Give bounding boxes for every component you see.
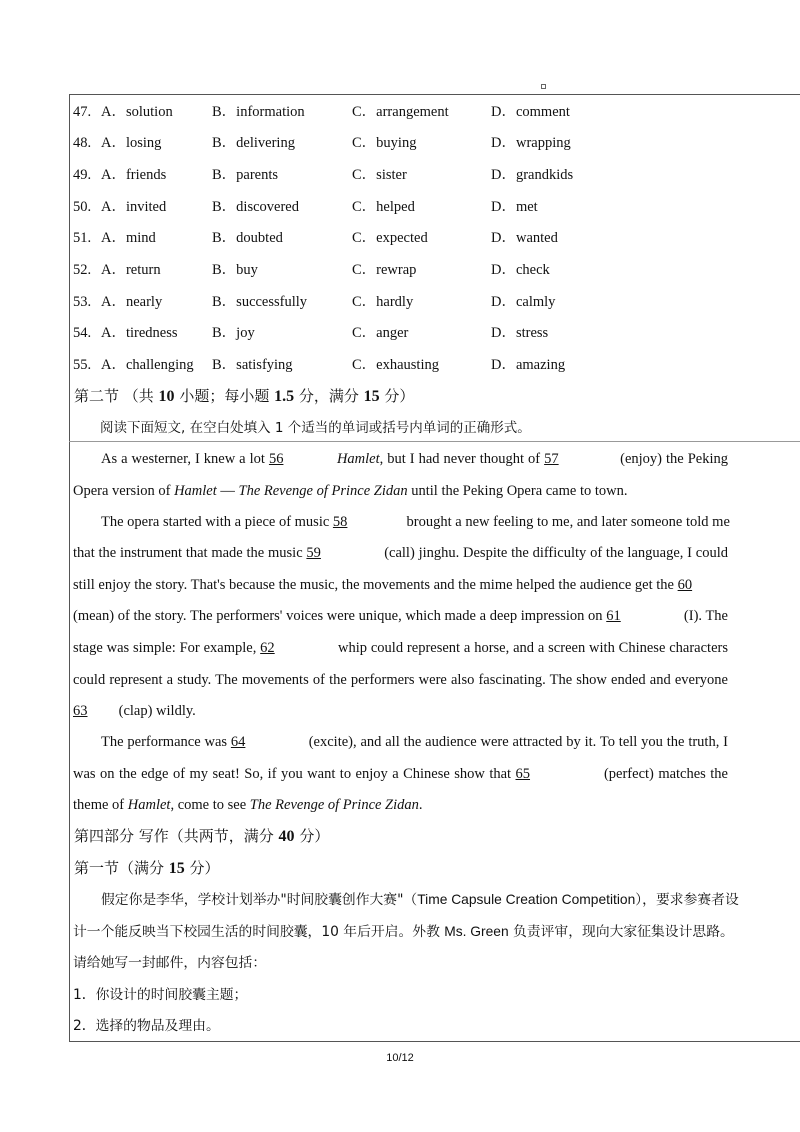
passage-line-4: that the instrument that made the music 59 (call) jinghu. Despite the difficulty of the language, I could [73,542,728,564]
passage-line-3: The opera started with a piece of music 58 brought a new feeling to me, and later someone told me [73,511,728,533]
option-a: A．mind [101,230,156,246]
option-d: D．met [491,199,538,215]
passage-line-12: theme of Hamlet, come to see The Revenge of Prince Zidan. [73,797,423,813]
option-c: C．helped [352,199,415,215]
question-number: 49. [73,167,92,183]
option-row [73,131,713,155]
option-row [73,100,713,124]
option-b: B．successfully [212,294,308,310]
option-a: A．challenging [101,357,194,373]
writing-item-1: 1．你设计的时间胶囊主题； [73,987,248,1003]
divider [69,441,800,442]
question-number: 51. [73,230,92,246]
option-b: B．information [212,104,305,120]
option-a: A．friends [101,167,167,183]
option-b: B．delivering [212,135,295,151]
passage-line-2: Opera version of Hamlet — The Revenge of Prince Zidan until the Peking Opera came to town. [73,483,628,499]
passage-line-10: The performance was 64 (excite), and all the audience were attracted by it. To tell you the truth, I [73,731,728,753]
section-two-header: 第二节 （共 10 小题；每小题 1.5 分，满分 15 分） [74,387,415,405]
option-row [73,321,713,345]
option-c: C．hardly [352,294,414,310]
option-c: C．expected [352,230,428,246]
blank-60: 60 [677,577,693,593]
passage-line-11: was on the edge of my seat! So, if you want to enjoy a Chinese show that 65 (perfect) matches the [73,763,728,785]
option-c: C．sister [352,167,407,183]
option-d: D．wrapping [491,135,571,151]
writing-prompt-line-1: 假定你是李华，学校计划举办"时间胶囊创作大赛"（Time Capsule Creation Competition），要求参赛者设 [101,892,739,908]
blank-58: 58 [332,514,348,530]
passage-line-7: stage was simple: For example, 62 whip could represent a horse, and a screen with Chinese characters [73,637,728,659]
question-number: 54. [73,325,92,341]
option-b: B．joy [212,325,255,341]
option-a: A．solution [101,104,173,120]
option-row [73,226,713,250]
question-number: 55. [73,357,92,373]
writing-prompt-line-3: 请给她写一封邮件，内容包括： [73,955,267,971]
blank-61: 61 [606,608,621,624]
option-a: A．nearly [101,294,163,310]
blank-59: 59 [306,545,321,561]
writing-item-2: 2．选择的物品及理由。 [73,1018,220,1034]
option-row [73,258,713,282]
option-c: C．anger [352,325,409,341]
instruction-text: 阅读下面短文, 在空白处填入 1 个适当的单词或括号内单词的正确形式。 [100,420,531,436]
blank-64: 64 [230,734,246,750]
option-row [73,353,713,377]
passage-line-5: still enjoy the story. That's because the music, the movements and the mime helped the audience get the 60 [73,574,728,596]
passage-line-1: As a westerner, I knew a lot 56 Hamlet, but I had never thought of 57 (enjoy) the Peking [73,448,728,470]
option-b: B．buy [212,262,258,278]
option-c: C．buying [352,135,417,151]
question-number: 50. [73,199,92,215]
option-c: C．exhausting [352,357,439,373]
option-b: B．parents [212,167,279,183]
question-number: 48. [73,135,92,151]
question-number: 52. [73,262,92,278]
option-b: B．discovered [212,199,299,215]
option-row [73,195,713,219]
option-d: D．comment [491,104,570,120]
option-d: D．check [491,262,550,278]
option-row [73,163,713,187]
option-c: C．rewrap [352,262,417,278]
option-d: D．grandkids [491,167,574,183]
small-square-mark [541,84,546,89]
question-number: 47. [73,104,92,120]
option-b: B．satisfying [212,357,293,373]
option-b: B．doubted [212,230,283,246]
blank-62: 62 [260,640,275,656]
blank-56: 56 [268,451,284,467]
option-d: D．wanted [491,230,558,246]
option-d: D．calmly [491,294,556,310]
writing-prompt-line-2: 计一个能反映当下校园生活的时间胶囊，10 年后开启。外教 Ms. Green 负责评审，现向大家征集设计思路。 [73,924,734,940]
blank-63: 63 [73,703,88,719]
passage-line-8: could represent a study. The movements of the performers were also fascinating. The show ended and everyone [73,672,728,688]
option-a: A．return [101,262,161,278]
question-number: 53. [73,294,92,310]
blank-65: 65 [515,766,531,782]
option-d: D．amazing [491,357,566,373]
option-a: A．invited [101,199,167,215]
part-four-header: 第四部分 写作（共两节，满分 40 分） [74,827,330,845]
blank-57: 57 [544,451,559,467]
option-d: D．stress [491,325,549,341]
option-a: A．tiredness [101,325,178,341]
passage-line-6: (mean) of the story. The performers' voices were unique, which made a deep impression on 61 (I). The [73,605,728,627]
option-a: A．losing [101,135,162,151]
option-c: C．arrangement [352,104,449,120]
section-one-header: 第一节（满分 15 分） [74,859,220,877]
option-row [73,290,713,314]
page-number: 10/12 [386,1052,414,1064]
passage-line-9: 63 (clap) wildly. [73,700,728,722]
